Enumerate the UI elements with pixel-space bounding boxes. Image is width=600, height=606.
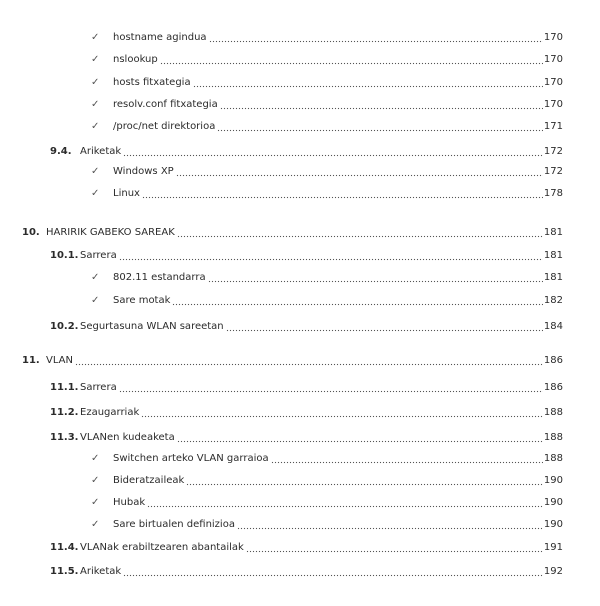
toc-entry-page: 178 (543, 188, 563, 199)
checkmark-icon: ✓ (91, 475, 100, 486)
dot-leader (220, 98, 543, 112)
toc-entry-title: Bideratzaileak (113, 475, 185, 486)
toc-entry[interactable] (0, 354, 563, 368)
toc-entry-title: Ariketak (80, 566, 122, 577)
toc-entry[interactable] (0, 496, 563, 510)
toc-entry-title: Sarrera (80, 382, 117, 393)
dot-leader (237, 518, 543, 532)
checkmark-icon: ✓ (91, 272, 100, 283)
toc-entry[interactable] (0, 431, 563, 445)
toc-entry-title: Segurtasuna WLAN sareetan (80, 321, 224, 332)
toc-entry-page: 188 (543, 453, 563, 464)
toc-entry-page: 190 (543, 475, 563, 486)
toc-entry-page: 188 (543, 407, 563, 418)
toc-entry-number: 11.4. (50, 542, 79, 553)
toc-entry-page: 188 (543, 432, 563, 443)
toc-entry[interactable] (0, 474, 563, 488)
toc-entry[interactable] (0, 145, 563, 159)
toc-entry-number: 9.4. (50, 146, 72, 157)
toc-entry[interactable] (0, 31, 563, 45)
dot-leader (209, 31, 543, 45)
toc-entry[interactable] (0, 165, 563, 179)
toc-entry-number: 11. (22, 355, 40, 366)
toc-entry-number: 11.1. (50, 382, 79, 393)
checkmark-icon: ✓ (91, 166, 100, 177)
toc-entry-title: VLAN (46, 355, 73, 366)
dot-leader (193, 76, 543, 90)
dot-leader (123, 565, 543, 579)
toc-entry[interactable] (0, 320, 563, 334)
toc-entry-number: 11.5. (50, 566, 79, 577)
toc-entry-number: 10.2. (50, 321, 79, 332)
toc-entry-page: 181 (543, 250, 563, 261)
toc-entry-page: 172 (543, 166, 563, 177)
toc-entry-number: 10.1. (50, 250, 79, 261)
toc-entry[interactable] (0, 249, 563, 263)
toc-entry-title: nslookup (113, 54, 158, 65)
toc-entry[interactable] (0, 187, 563, 201)
toc-entry[interactable] (0, 541, 563, 555)
toc-entry-page: 170 (543, 99, 563, 110)
checkmark-icon: ✓ (91, 188, 100, 199)
toc-entry[interactable] (0, 406, 563, 420)
toc-entry-page: 170 (543, 77, 563, 88)
dot-leader (186, 474, 543, 488)
toc-entry-title: HARIRIK GABEKO SAREAK (46, 227, 175, 238)
toc-entry-title: Sare motak (113, 295, 171, 306)
checkmark-icon: ✓ (91, 54, 100, 65)
toc-entry-number: 11.2. (50, 407, 79, 418)
toc-entry[interactable] (0, 518, 563, 532)
checkmark-icon: ✓ (91, 497, 100, 508)
toc-entry-page: 192 (543, 566, 563, 577)
toc-entry-page: 181 (543, 272, 563, 283)
dot-leader (177, 226, 543, 240)
toc-entry-number: 11.3. (50, 432, 79, 443)
dot-leader (147, 496, 543, 510)
toc-entry[interactable] (0, 381, 563, 395)
toc-entry-title: hostname agindua (113, 32, 207, 43)
toc-entry-page: 191 (543, 542, 563, 553)
toc-entry-page: 181 (543, 227, 563, 238)
checkmark-icon: ✓ (91, 453, 100, 464)
toc-entry-page: 171 (543, 121, 563, 132)
toc-entry[interactable] (0, 271, 563, 285)
toc-entry-page: 170 (543, 32, 563, 43)
dot-leader (217, 120, 543, 134)
toc-entry-page: 170 (543, 54, 563, 65)
dot-leader (141, 406, 543, 420)
toc-entry-page: 184 (543, 321, 563, 332)
toc-entry-title: resolv.conf fitxategia (113, 99, 218, 110)
toc-entry[interactable] (0, 565, 563, 579)
dot-leader (177, 431, 543, 445)
toc-entry-title: 802.11 estandarra (113, 272, 206, 283)
toc-entry-title: Windows XP (113, 166, 174, 177)
dot-leader (123, 145, 543, 159)
toc-entry-title: Hubak (113, 497, 146, 508)
dot-leader (142, 187, 543, 201)
toc-entry-title: Linux (113, 188, 140, 199)
checkmark-icon: ✓ (91, 519, 100, 530)
toc-entry[interactable] (0, 452, 563, 466)
dot-leader (271, 452, 543, 466)
toc-entry-title: Switchen arteko VLAN garraioa (113, 453, 269, 464)
dot-leader (75, 354, 543, 368)
toc-entry-number: 10. (22, 227, 40, 238)
toc-entry-title: Ariketak (80, 146, 122, 157)
toc-entry-title: Ezaugarriak (80, 407, 140, 418)
dot-leader (246, 541, 543, 555)
checkmark-icon: ✓ (91, 99, 100, 110)
toc-entry-title: Sare birtualen definizioa (113, 519, 235, 530)
dot-leader (226, 320, 543, 334)
toc-entry-title: Sarrera (80, 250, 117, 261)
checkmark-icon: ✓ (91, 295, 100, 306)
toc-entry[interactable] (0, 120, 563, 134)
toc-entry[interactable] (0, 226, 563, 240)
dot-leader (119, 381, 543, 395)
toc-entry-page: 172 (543, 146, 563, 157)
toc-entry[interactable] (0, 76, 563, 90)
toc-entry-page: 186 (543, 382, 563, 393)
dot-leader (172, 294, 543, 308)
toc-entry-page: 190 (543, 519, 563, 530)
dot-leader (176, 165, 543, 179)
toc-entry[interactable] (0, 294, 563, 308)
checkmark-icon: ✓ (91, 121, 100, 132)
checkmark-icon: ✓ (91, 77, 100, 88)
dot-leader (208, 271, 543, 285)
toc-entry-title: /proc/net direktorioa (113, 121, 216, 132)
toc-entry[interactable] (0, 98, 563, 112)
dot-leader (119, 249, 543, 263)
toc-entry-title: VLANak erabiltzearen abantailak (80, 542, 244, 553)
toc-entry-title: hosts fitxategia (113, 77, 191, 88)
toc-entry-page: 182 (543, 295, 563, 306)
toc-entry-page: 186 (543, 355, 563, 366)
toc-entry-title: VLANen kudeaketa (80, 432, 175, 443)
toc-entry-page: 190 (543, 497, 563, 508)
dot-leader (160, 53, 543, 67)
checkmark-icon: ✓ (91, 32, 100, 43)
toc-entry[interactable] (0, 53, 563, 67)
